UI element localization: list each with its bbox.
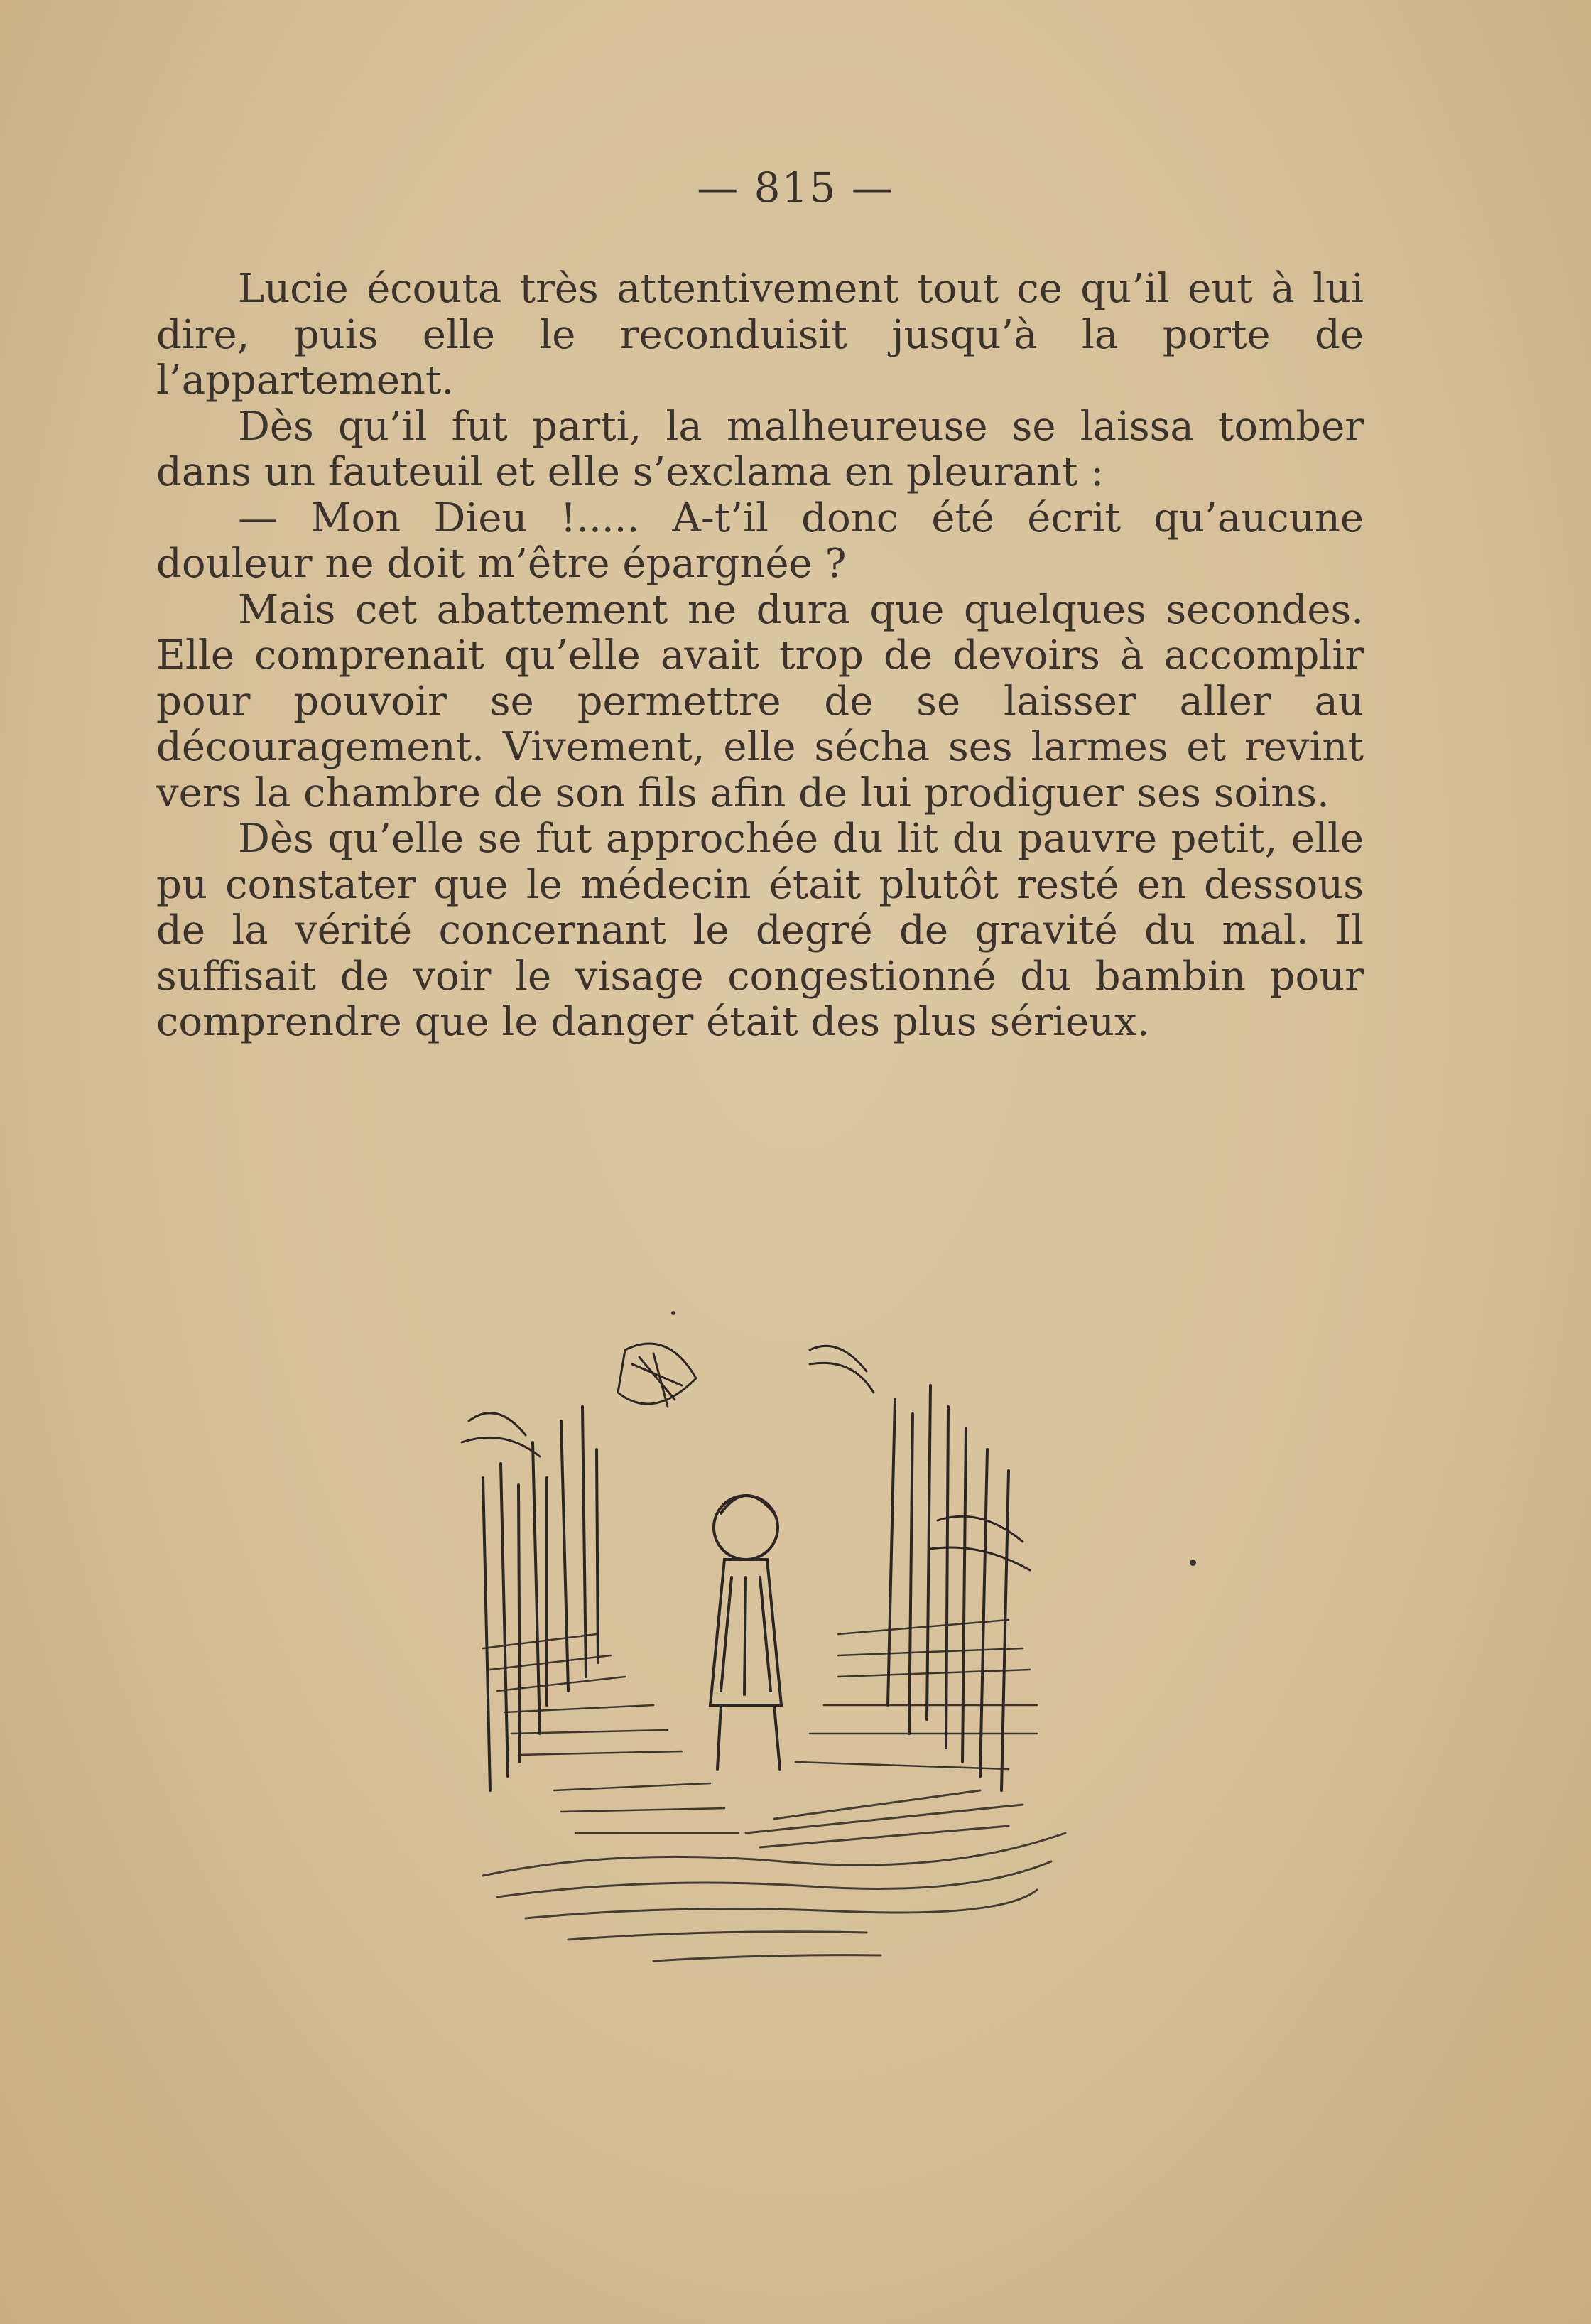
paragraph-4: Mais cet abattement ne dura que quelques secondes. Elle comprenait qu’elle avait trop de devoirs à accomplir pour pouvoir se permettre de se laisser aller au découragement. Vivement, elle sécha ses larmes et revint vers la chambre de son fils afin de lui prodiguer ses soins. [156,586,1364,816]
ink-speck [1190,1560,1196,1566]
vignette-engraving [440,1336,1080,1989]
paragraph-5: Dès qu’elle se fut approchée du lit du pauvre petit, elle pu constater que le médecin était plutôt resté en dessous de la vérité concernant le degré de gravité du mal. Il suffisait de voir le visage congestionné du bambin pour comprendre que le danger était des plus sérieux. [156,816,1364,1045]
ink-speck [671,1311,675,1315]
engraving-illustration [440,1336,1080,1989]
paragraph-1: Lucie écouta très attentivement tout ce qu’il eut à lui dire, puis elle le reconduisit jusqu’à la porte de l’appartement. [156,266,1364,404]
paragraph-3-dialogue: — Mon Dieu !..... A-t’il donc été écrit qu’aucune douleur ne doit m’être épargnée ? [156,494,1364,587]
body-text [156,266,1364,1046]
page-number: — 815 — [697,163,894,212]
paragraph-2: Dès qu’il fut parti, la malheureuse se laissa tomber dans un fauteuil et elle s’exclama en pleurant : [156,403,1364,495]
